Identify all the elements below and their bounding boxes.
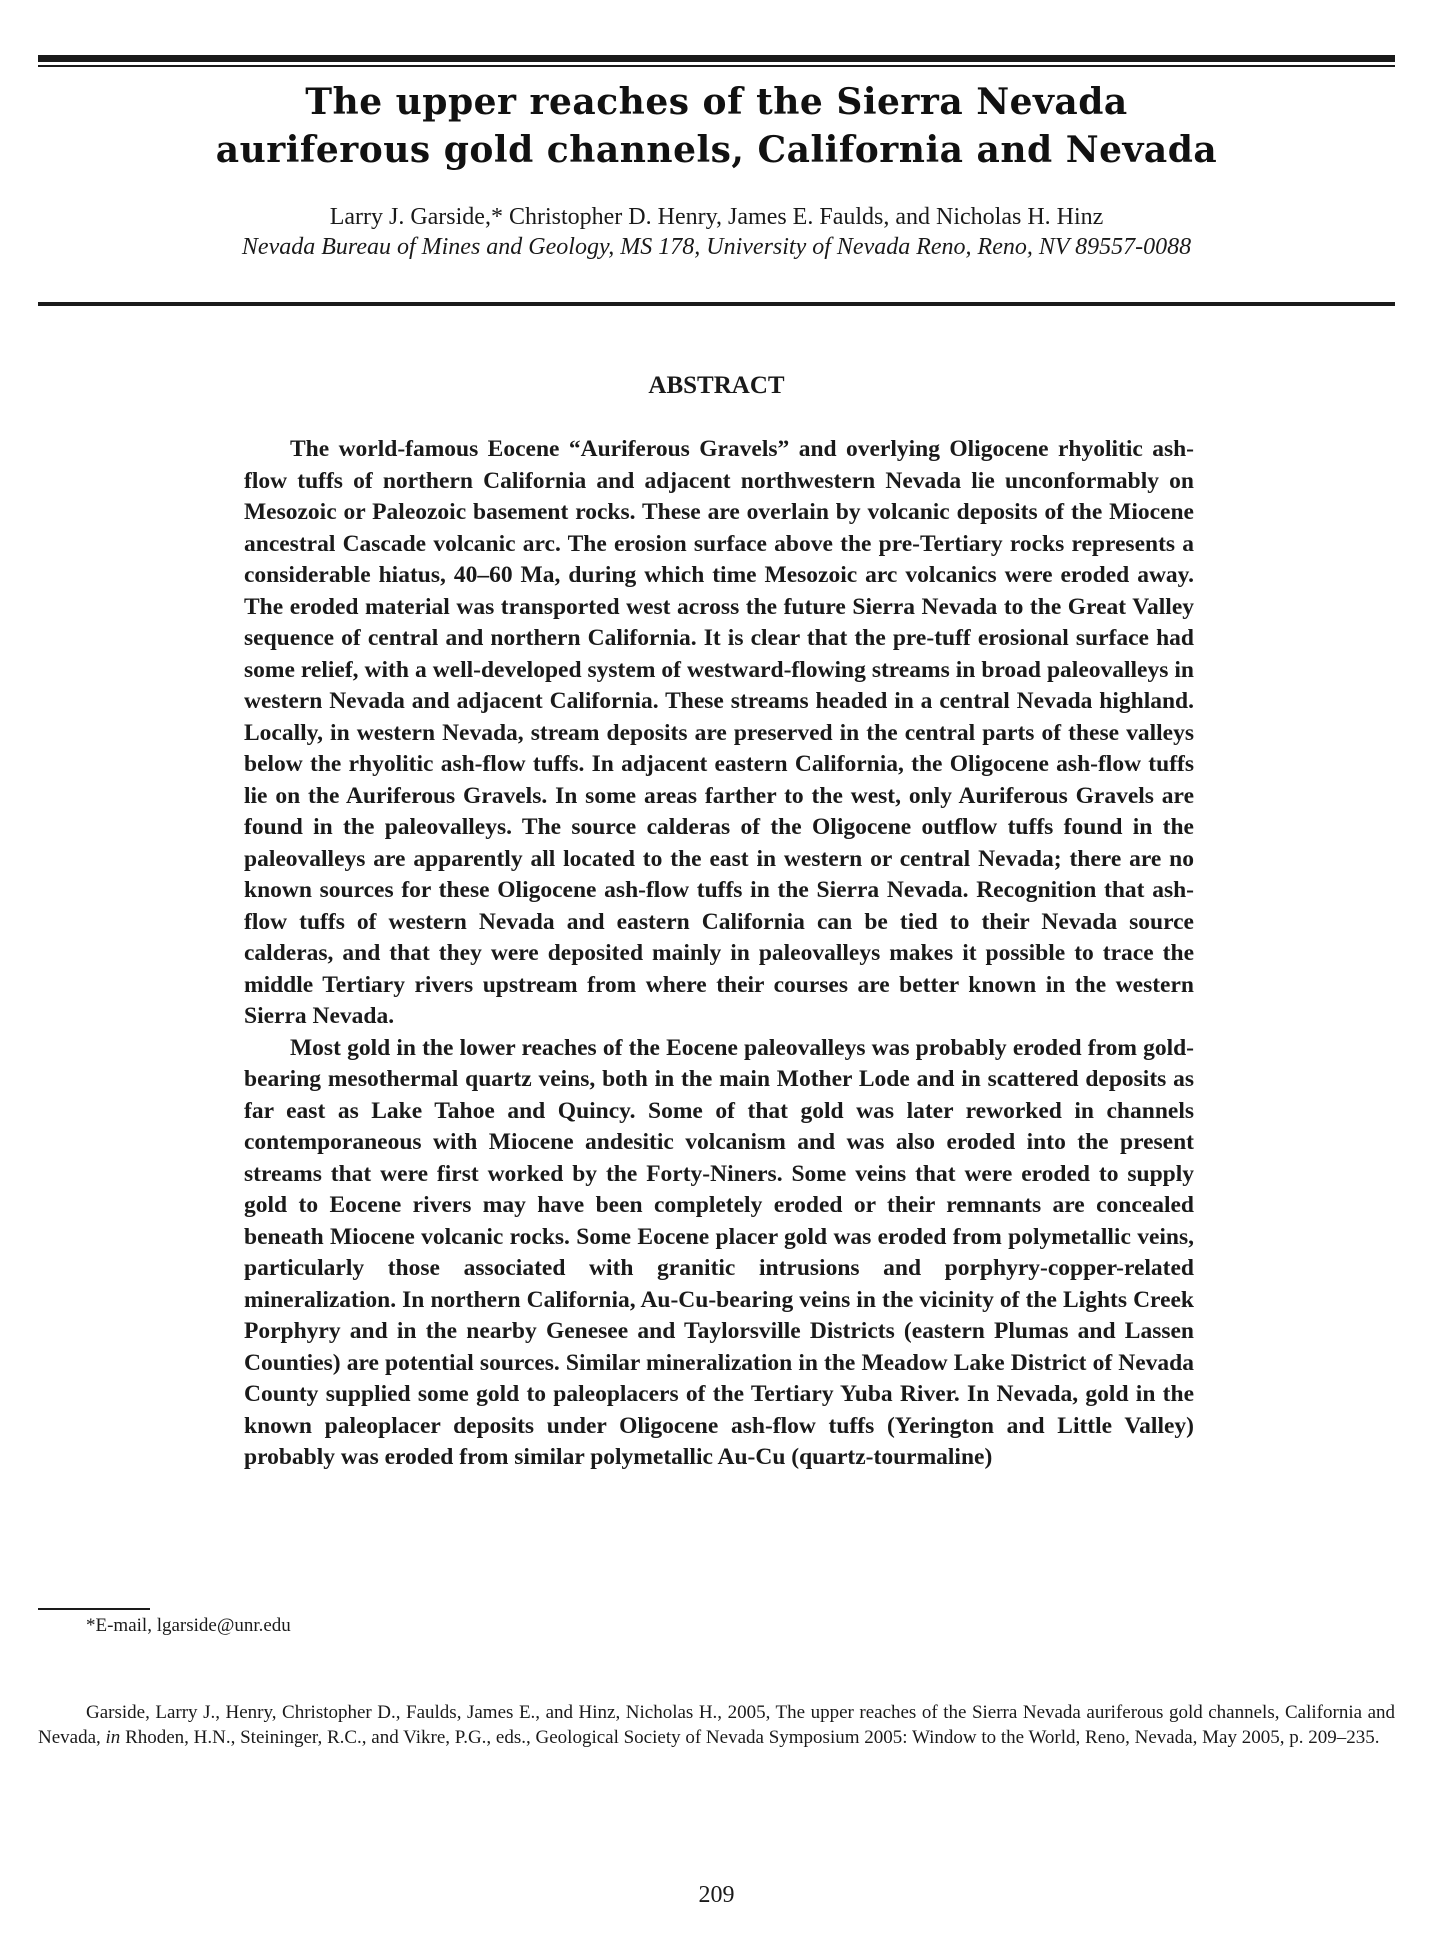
author-list: Larry J. Garside,* Christopher D. Henry, James E. Faulds, and Nicholas H. Hinz	[329, 204, 1104, 230]
page-number: 209	[698, 1882, 735, 1908]
author-affiliation: Nevada Bureau of Mines and Geology, MS 178, University of Nevada Reno, Reno, NV 89557-0088	[241, 234, 1192, 260]
paper-title-line-1: The upper reaches of the Sierra Nevada	[305, 81, 1128, 123]
citation-part-2: Rhoden, H.N., Steininger, R.C., and Vikre, P.G., eds., Geological Society of Nevada Symposium 2005: Window to the World, Reno, Nevada, May 2005, p. 209–235.	[120, 1727, 1380, 1748]
abstract-heading: ABSTRACT	[648, 372, 785, 399]
paper-title-line-2: auriferous gold channels, California and Nevada	[215, 129, 1218, 171]
footnote-rule	[38, 1608, 150, 1610]
citation-italic: in	[105, 1727, 121, 1748]
abstract-paragraph-1: The world-famous Eocene “Auriferous Gravels” and overlying Oligocene rhyolitic ash-flow tuffs of northern California and adjacent northwestern Nevada lie unconformably on Mesozoic or Paleozoic basement rocks. These are overlain by volcanic deposits of the Miocene ancestral Cascade volcanic arc. The erosion surface above the pre-Tertiary rocks represents a considerable hiatus, 40–60 Ma, during which time Mesozoic arc volcanics were eroded away. The eroded material was transported west across the future Sierra Nevada to the Great Valley sequence of central and northern California. It is clear that the pre-tuff erosional surface had some relief, with a well-developed system of westward-flowing streams in broad paleovalleys in western Nevada and adjacent California. These streams headed in a central Nevada highland. Locally, in western Nevada, stream deposits are preserved in the central parts of these valleys below the rhyolitic ash-flow tuffs. In adjacent eastern California, the Oligocene ash-flow tuffs lie on the Auriferous Gravels. In some areas farther to the west, only Auriferous Gravels are found in the paleovalleys. The source calderas of the Oligocene outflow tuffs found in the paleovalleys are apparently all located to the east in western or central Nevada; there are no known sources for these Oligocene ash-flow tuffs in the Sierra Nevada. Recognition that ash-flow tuffs of western Nevada and eastern California can be tied to their Nevada source calderas, and that they were deposited mainly in paleovalleys makes it possible to trace the middle Tertiary rivers upstream from where their courses are better known in the western Sierra Nevada.	[244, 436, 1194, 1029]
footnote-email: *E-mail, lgarside@unr.edu	[86, 1615, 291, 1636]
header-bottom-rule	[38, 302, 1395, 306]
citation	[38, 1700, 1395, 1750]
citation-part-1: Garside, Larry J., Henry, Christopher D., Faulds, James E., and Hinz, Nicholas H., 2005, The upper reaches of the Sierra Nevada auriferous gold channels, California and Nevada,	[38, 1702, 1395, 1748]
abstract-body	[244, 434, 1194, 1474]
header-rule-thick	[38, 55, 1395, 62]
header-rule-thin	[38, 65, 1395, 67]
abstract-paragraph-2: Most gold in the lower reaches of the Eocene paleovalleys was probably eroded from gold-bearing mesothermal quartz veins, both in the main Mother Lode and in scattered deposits as far east as Lake Tahoe and Quincy. Some of that gold was later reworked in channels contemporaneous with Miocene andesitic volcanism and was also eroded into the present streams that were first worked by the Forty-Niners. Some veins that were eroded to supply gold to Eocene rivers may have been completely eroded or their remnants are concealed beneath Miocene volcanic rocks. Some Eocene placer gold was eroded from polymetallic veins, particularly those associated with granitic intrusions and porphyry-copper-related mineralization. In northern California, Au-Cu-bearing veins in the vicinity of the Lights Creek Porphyry and in the nearby Genesee and Taylorsville Districts (eastern Plumas and Lassen Counties) are potential sources. Similar mineralization in the Meadow Lake District of Nevada County supplied some gold to paleoplacers of the Tertiary Yuba River. In Nevada, gold in the known paleoplacer deposits under Oligocene ash-flow tuffs (Yerington and Little Valley) probably was eroded from similar polymetallic Au-Cu (quartz-tourmaline)	[244, 1034, 1194, 1470]
paper-title	[38, 78, 1395, 174]
